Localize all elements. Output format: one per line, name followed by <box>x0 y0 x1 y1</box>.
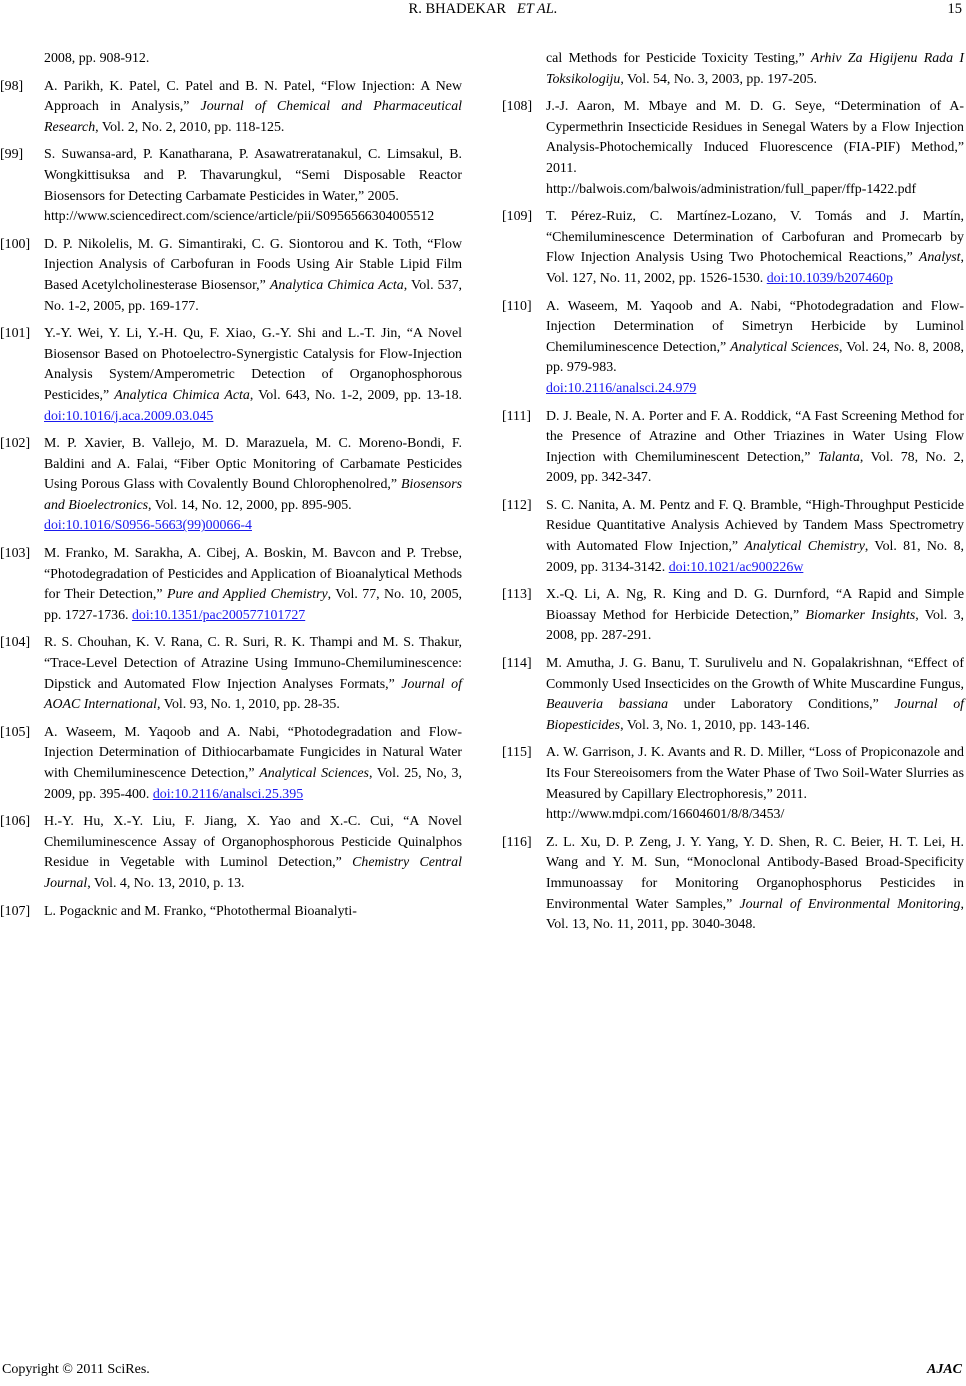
reference-entry <box>502 654 964 736</box>
reference-italic-title: Pure and Applied Chemistry <box>166 587 328 603</box>
reference-text <box>44 902 462 923</box>
reference-text-part: Y.-Y. Wei, Y. Li, Y.-H. Qu, F. Xiao, G.-Y. Shi and L.-T. Jin, “A Novel Biosensor Based on Photoelectro-Synergistic Catalysis for Flow-Injection Analysis System/Amperometric Detection of Organophosphorous Pesticides,” <box>44 326 462 403</box>
reference-text-part: , Vol. 24, No. 8, 2008, pp. 979-983. <box>546 339 964 376</box>
running-title-authors: R. BHADEKAR <box>408 1 507 17</box>
reference-number: [103] <box>0 546 31 562</box>
reference-text <box>44 434 462 537</box>
reference-text-part: , Vol. 3, 2008, pp. 287-291. <box>546 607 965 644</box>
reference-italic-title: Analytical Chemistry <box>744 539 865 555</box>
continued-reference <box>502 49 964 90</box>
reference-text <box>44 77 462 139</box>
reference-text <box>44 145 462 207</box>
reference-italic-title: Chemistry Central Journal <box>44 855 462 891</box>
reference-italic-title: Journal of AOAC International <box>44 676 462 713</box>
running-header <box>0 1 966 21</box>
reference-number: [100] <box>0 236 31 252</box>
reference-text <box>546 585 964 647</box>
reference-entry <box>502 833 964 936</box>
doi-link[interactable]: doi:10.2116/analsci.25.395 <box>152 786 304 802</box>
doi-link[interactable]: doi:10.1351/pac200577101727 <box>131 607 306 623</box>
reference-text <box>546 833 964 936</box>
reference-text-part: , Vol. 81, No. 8, 2009, pp. 3134-3142. <box>546 539 964 575</box>
reference-text <box>546 496 964 578</box>
reference-number: [111] <box>502 408 532 424</box>
reference-text-part: M. P. Xavier, B. Vallejo, M. D. Marazuela, M. C. Moreno-Bondi, F. Baldini and A. Falai, “Fiber Optic Monitoring of Carbamate Pesticides Using Porous Glass with Covalently Bound Chlorophenolred,” <box>44 436 462 493</box>
reference-number: [105] <box>0 724 31 740</box>
reference-italic-title: Journal of Chemical and Pharmaceutical Research <box>44 99 462 135</box>
reference-text-part: , Vol. 78, No. 2, 2009, pp. 342-347. <box>546 449 964 486</box>
reference-text-part: J.-J. Aaron, M. Mbaye and M. D. G. Seye, “Determination of A-Cypermethrin Insecticide Residues in Senegal Waters by a Flow Injection Analysis-Photochemically Induced Fluorescence (FIA-PIF) Method,” 2011. <box>546 99 964 176</box>
reference-text-part: , Vol. 93, No. 1, 2010, pp. 28-35. <box>157 697 340 713</box>
continued-reference-text: 2008, pp. 908-912. <box>44 51 150 66</box>
reference-number: [99] <box>0 147 24 163</box>
doi-link[interactable]: doi:10.1016/S0956-5663(99)00066-4 <box>44 518 252 534</box>
right-column <box>502 49 964 943</box>
reference-number: [116] <box>502 834 532 850</box>
reference-entry <box>0 324 462 427</box>
reference-entry <box>0 812 462 894</box>
copyright-notice: Copyright © 2011 SciRes. <box>2 1362 150 1377</box>
reference-number: [107] <box>0 903 31 919</box>
doi-link[interactable]: doi:10.1021/ac900226w <box>668 559 804 575</box>
reference-number: [114] <box>502 656 532 672</box>
reference-url[interactable]: http://www.mdpi.com/16604601/8/8/3453/ <box>546 807 785 823</box>
journal-abbreviation: AJAC <box>926 1362 962 1377</box>
reference-text <box>44 723 462 805</box>
reference-text-part: S. Suwansa-ard, P. Kanatharana, P. Asawatreratanakul, C. Limsakul, B. Wongkittisuksa and P. Thavarungkul, “Semi Disposable Reactor Biosensors for Detecting Carbamate Pesticides in Water,” 2005. <box>44 147 462 204</box>
page-number: 15 <box>947 1 962 17</box>
reference-italic-title: Analytical Sciences <box>259 766 369 781</box>
reference-entry <box>502 207 964 289</box>
reference-text <box>546 207 964 289</box>
doi-link[interactable]: doi:10.2116/analsci.24.979 <box>546 380 697 396</box>
continued-text-part: cal Methods for Pesticide Toxicity Testing,” <box>546 51 811 66</box>
reference-number: [109] <box>502 209 533 225</box>
reference-number: [101] <box>0 326 31 342</box>
reference-text-part: D. J. Beale, N. A. Porter and F. A. Roddick, “A Fast Screening Method for the Presence of Atrazine and Other Triazines in Water Using Flow Injection with Chemiluminescent Detection,” <box>546 408 964 465</box>
reference-number: [106] <box>0 814 31 830</box>
reference-text <box>44 812 462 894</box>
reference-text-part: , Vol. 13, No. 11, 2011, pp. 3040-3048. <box>546 896 964 933</box>
reference-number: [113] <box>502 587 532 603</box>
reference-text-part: , Vol. 25, No, 3, 2009, pp. 395-400. <box>44 766 462 802</box>
reference-text-part: H.-Y. Hu, X.-Y. Liu, F. Jiang, X. Yao and X.-C. Cui, “A Novel Chemiluminescence Assay of Organophosphorous Pesticide Quinalphos Residue in Vegetable with Luminol Detection,” <box>44 814 462 871</box>
reference-entry <box>502 585 964 647</box>
reference-text <box>44 633 462 715</box>
reference-entry <box>0 235 462 317</box>
reference-text-part: A. Waseem, M. Yaqoob and A. Nabi, “Photodegradation and Flow-Injection Determination of Simetryn Herbicide by Luminol Chemiluminescence Detection,” <box>546 298 964 355</box>
reference-text <box>546 654 964 736</box>
continued-text-part: , Vol. 54, No. 3, 2003, pp. 197-205. <box>620 71 818 87</box>
reference-entry <box>0 633 462 715</box>
reference-text <box>44 324 462 427</box>
reference-text <box>44 235 462 317</box>
reference-italic-title: Talanta <box>817 449 860 465</box>
reference-italic-title: Analytica Chimica Acta <box>269 277 404 293</box>
reference-text-part: S. C. Nanita, A. M. Pentz and F. Q. Bramble, “High-Throughput Pesticide Residue Quantitative Analysis Achieved by Tandem Mass Spectrometry with Automated Flow Injection,” <box>546 497 964 555</box>
reference-italic-title: Biomarker Insights <box>805 607 916 623</box>
reference-text-part: A. Parikh, K. Patel, C. Patel and B. N. Patel, “Flow Injection: A New Approach in Analysis,” <box>44 78 462 115</box>
reference-entry <box>502 297 964 400</box>
reference-text <box>546 97 964 179</box>
reference-text-part: , Vol. 14, No. 12, 2000, pp. 895-905. <box>148 497 352 513</box>
reference-number: [102] <box>0 436 31 452</box>
continued-reference <box>0 49 462 70</box>
reference-italic-title: Analytical Sciences <box>730 339 840 355</box>
reference-text <box>44 544 462 626</box>
reference-text-part: L. Pogacknic and M. Franko, “Photothermal Bioanalyti- <box>44 903 357 919</box>
reference-entry <box>502 496 964 578</box>
reference-entry <box>502 743 964 825</box>
reference-text-part: T. Pérez-Ruiz, C. Martínez-Lozano, V. Tomás and J. Martín, “Chemiluminescence Determination of Carbofuran and Promecarb by Flow Injection Analysis Using Two Photochemical Reactions,” <box>546 209 964 266</box>
reference-text-part: Z. L. Xu, D. P. Zeng, J. Y. Yang, Y. D. Shen, R. C. Beier, H. T. Lei, H. Wang and Y. M. Sun, “Monoclonal Antibody-Based Broad-Specificity Immunoassay for Monitoring Organophosphorus Pesticides in Environmental Water Samples,” <box>546 834 964 912</box>
reference-text-part: under Laboratory Conditions,” <box>668 697 895 713</box>
reference-entry <box>0 902 462 923</box>
reference-text-part: , Vol. 643, No. 1-2, 2009, pp. 13-18. <box>249 387 463 403</box>
reference-text-part: R. S. Chouhan, K. V. Rana, C. R. Suri, R. K. Thampi and M. S. Thakur, “Trace-Level Detection of Atrazine Using Immuno-Chemiluminescence: Dipstick and Automated Flow Injection Analyses Formats,” <box>44 635 462 692</box>
reference-text-part: X.-Q. Li, A. Ng, R. King and D. G. Durnford, “A Rapid and Simple Bioassay Method for Herbicide Detection,” <box>546 587 964 623</box>
reference-number: [115] <box>502 745 532 761</box>
reference-number: [108] <box>502 99 533 115</box>
reference-entry <box>502 97 964 200</box>
left-reference-list <box>0 77 462 923</box>
reference-entry <box>502 407 964 489</box>
reference-italic-title: Biosensors and Bioelectronics <box>44 477 462 513</box>
reference-entry <box>0 434 462 537</box>
reference-text-part: M. Franko, M. Sarakha, A. Cibej, A. Boskin, M. Bavcon and P. Trebse, “Photodegradation of Pesticides and Application of Bioanalytical Methods for Their Detection,” <box>44 546 462 603</box>
reference-url[interactable]: http://balwois.com/balwois/administration/full_paper/ffp-1422.pdf <box>546 181 917 197</box>
reference-entry <box>0 77 462 139</box>
reference-number: [110] <box>502 298 532 314</box>
reference-text <box>546 743 964 805</box>
continued-reference-text <box>546 49 964 90</box>
reference-text-part: , Vol. 3, No. 1, 2010, pp. 143-146. <box>620 717 810 733</box>
reference-italic-title: Analytica Chimica Acta <box>114 387 250 403</box>
reference-text-part: , Vol. 127, No. 11, 2002, pp. 1526-1530. <box>546 250 964 286</box>
reference-text-part: , Vol. 77, No. 10, 2005, pp. 1727-1736. <box>44 587 462 623</box>
reference-number: [98] <box>0 78 24 94</box>
reference-italic-title: Analyst <box>918 250 961 266</box>
running-title-etal: ET AL. <box>516 1 558 17</box>
reference-number: [112] <box>502 497 532 513</box>
reference-italic-title: Journal of Biopesticides <box>546 697 964 733</box>
reference-italic-title: Journal of Environmental Monitoring <box>739 896 961 912</box>
reference-entry <box>0 145 462 227</box>
reference-text-part: A. W. Garrison, J. K. Avants and R. D. Miller, “Loss of Propiconazole and Its Four Stereoisomers from the Water Phase of Two Soil-Water Slurries as Measured by Capillary Electrophoresis,” 2011. <box>546 745 964 802</box>
doi-link[interactable]: doi:10.1016/j.aca.2009.03.045 <box>44 408 214 424</box>
reference-text-part: , Vol. 537, No. 1-2, 2005, pp. 169-177. <box>44 277 462 314</box>
reference-url[interactable]: http://www.sciencedirect.com/science/article/pii/S0956566304005512 <box>44 209 435 225</box>
reference-italic-title: Beauveria bassiana <box>546 697 669 713</box>
reference-text-part: , Vol. 4, No. 13, 2010, p. 13. <box>87 875 245 891</box>
reference-text-part: M. Amutha, J. G. Banu, T. Surulivelu and N. Gopalakrishnan, “Effect of Commonly Used Insecticides on the Growth of White Muscardine Fungus, <box>546 656 964 692</box>
doi-link[interactable]: doi:10.1039/b207460p <box>766 270 893 286</box>
reference-text-part: , Vol. 2, No. 2, 2010, pp. 118-125. <box>95 119 285 135</box>
reference-entry <box>0 723 462 805</box>
left-column <box>0 49 462 929</box>
running-title <box>0 1 966 18</box>
continued-journal-title: Arhiv Za Higijenu Rada I Toksikologiju <box>546 51 964 87</box>
reference-text-part: A. Waseem, M. Yaqoob and A. Nabi, “Photodegradation and Flow-Injection Determination of Dithiocarbamate Fungicides in Natural Water with Chemiluminescence Detection,” <box>44 724 462 781</box>
reference-text-part: D. P. Nikolelis, M. G. Simantiraki, C. G. Siontorou and K. Toth, “Flow Injection Analysis of Carbofuran in Foods Using Air Stable Lipid Film Based Acetylcholinesterase Biosensor,” <box>44 236 462 293</box>
right-reference-list <box>502 97 964 936</box>
reference-text <box>546 297 964 400</box>
reference-text <box>546 407 964 489</box>
reference-entry <box>0 544 462 626</box>
reference-number: [104] <box>0 635 31 651</box>
